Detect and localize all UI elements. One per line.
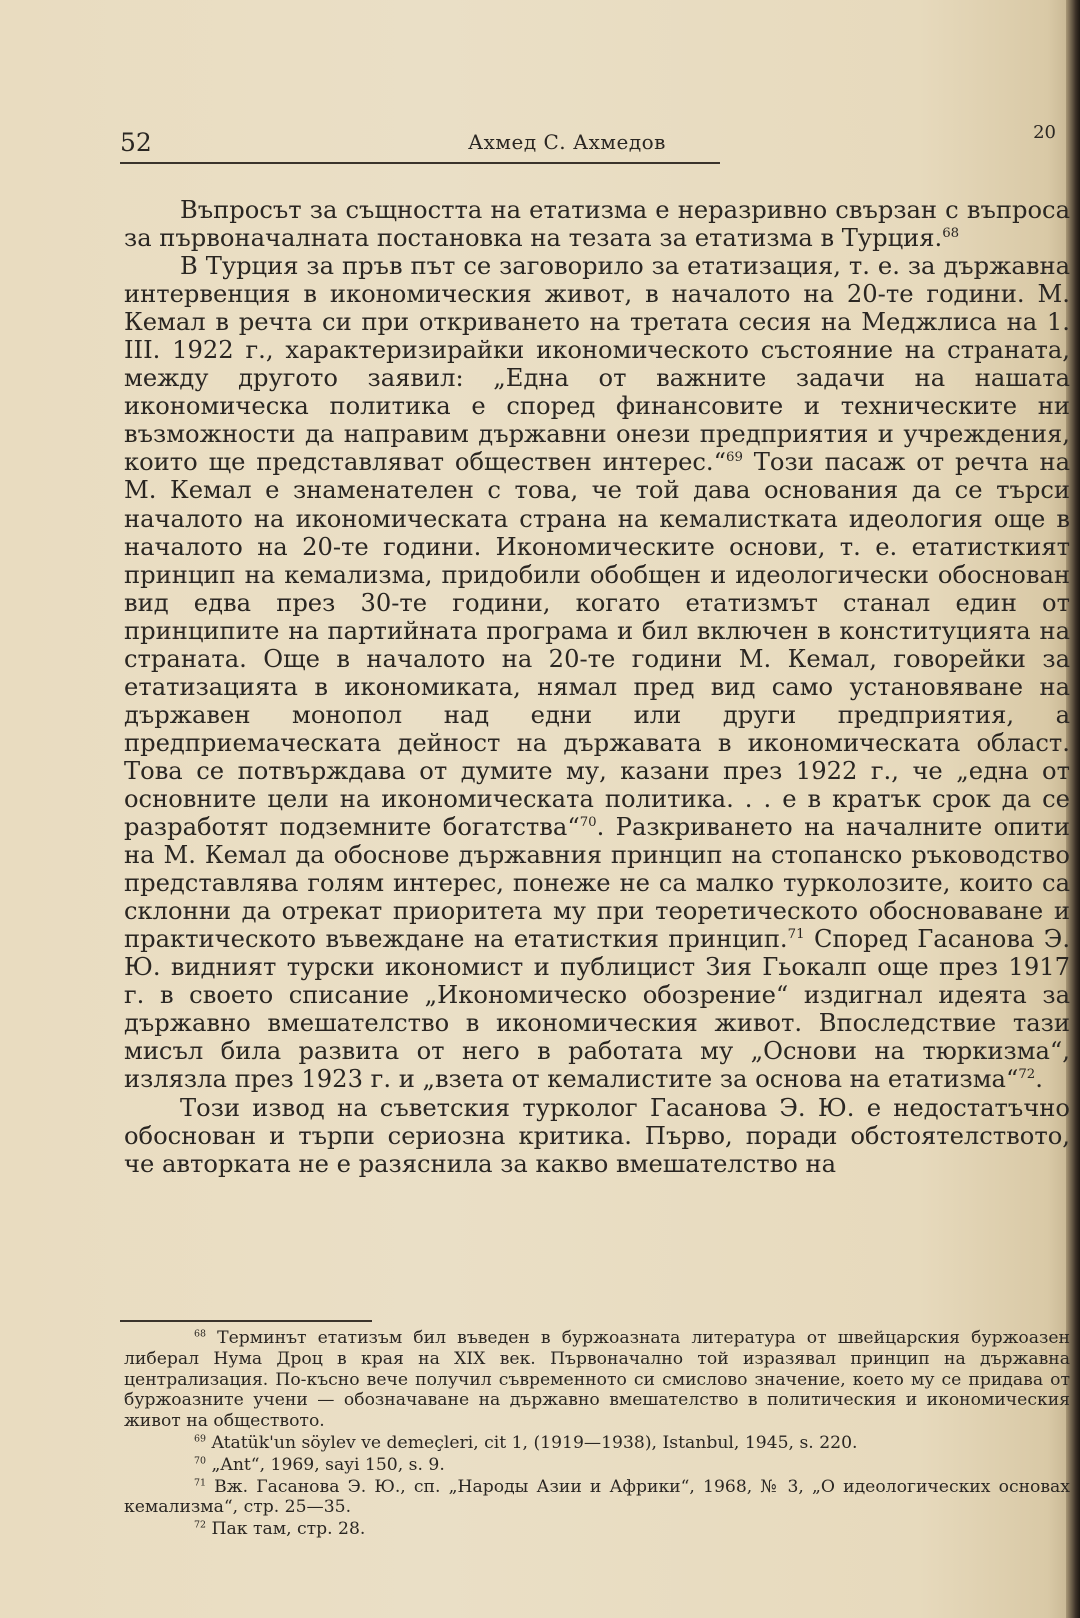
footnote-ref: 72 (1018, 1067, 1036, 1083)
running-head: Ахмед С. Ахмедов (468, 130, 666, 154)
page-header (120, 122, 1070, 162)
footnotes (124, 1328, 1070, 1541)
footnote-ref: 69 (726, 450, 743, 466)
footnote-71: $^{71}$ Вж. Гасанова Э. Ю., сп. „Народы Азии и Африки“, 1968, № 3, „О идеологических основах кемализма“, стр. 25—35. (124, 1476, 1070, 1518)
footnote-69: $^{69}$ Atatük'un söylev ve demeçleri, cit 1, (1919—1938), Istanbul, 1945, s. 220. (194, 1432, 858, 1453)
footnote-rule (120, 1320, 372, 1322)
paragraph-1: Въпросът за същността на етатизма е неразривно свързан с въпроса за първоначалната постановка на тезата за етатизма в Турция.$^{68}$ (124, 196, 1070, 253)
edge-page-number: 20 (1033, 122, 1056, 143)
paragraph-2: В Турция за пръв път се заговорило за етатизация, т. е. за държавна интервенция в икономическия живот, в началото на 20-те години. М. Кемал в речта си при откриването на третата сесия на Меджлиса на 1. III. 1922 г., характеризирайки икономическото състояние на страната, между другото заявил: „Една от важните задачи на нашата икономическа политика е според финансовите и техническите ни възможности да направим държавни онези предприятия и учреждения, които ще представляват обществен интерес.“$^{69}$ Този пасаж от речта на М. Кемал е знаменателен с това, че той дава основания да се търси началото на икономическата страна на кемалистката идеология още в началото на 20-те години. Икономическите основи, т. е. етатисткият принцип на кемализма, придобили обобщен и идеологически обоснован вид едва през 30-те години, когато етатизмът станал един от принципите на партийната програма и бил включен в конституцията на страната. Още в началото на 20-те години М. Кемал, говорейки за етатизацията в икономиката, нямал пред вид само установяване на държавен монопол над едни или други предприятия, а предприемаческата дейност на държавата в икономическата област. Това се потвърждава от думите му, казани през 1922 г., че „една от основните цели на икономическата политика. . . е в кратък срок да се разработят подземните богатства“$^{70}$. Разкриването на началните опити на М. Кемал да обоснове държавния принцип на стопанско ръководство представлява голям интерес, понеже не са малко турколозите, които са склонни да отрекат приоритета му при теоретическото обосноваване и практическото въвеждане на етатисткия принцип.$^{71}$ Според Гасанова Э. Ю. видният турски икономист и публицист Зия Гьокалп още през 1917 г. в своето списание „Икономическо обозрение“ издигнал идеята за държавно вмешателство в икономическия живот. Впоследствие тази мисъл била развита от него в работата му „Основи на тюркизма“, излязла през 1923 г. и „взета от кемалистите за основа на етатизма“$^{72}$. (124, 252, 1071, 1094)
footnote-ref: 70 (579, 814, 597, 830)
footnote-68: $^{68}$ Терминът етатизъм бил въведен в буржоазната литература от швейцарския буржоазен либерал Нума Дроц в края на XIX век. Първоначално той изразявал принцип на държавна централизация. По-късно вече получил съвременното си смислово значение, което му се придава от буржоазните учени — обозначаване на държавно вмешателство в политическия и икономическия живот на обществото. (124, 1328, 1070, 1432)
footnote-72: $^{72}$ Пак там, стр. 28. (194, 1519, 366, 1540)
header-rule (120, 162, 720, 164)
paragraph-3: Този извод на съветския турколог Гасанова Э. Ю. е недостатъчно обоснован и търпи сериозна критика. Първо, поради обстоятелството, че авторката не е разяснила за какво вмешателство на (124, 1093, 1070, 1178)
footnote-70: $^{70}$ „Ant“, 1969, sayi 150, s. 9. (194, 1454, 445, 1475)
main-text (124, 196, 1070, 1178)
footnote-ref: 68 (942, 225, 960, 241)
footnote-ref: 71 (787, 927, 805, 943)
page-number: 52 (120, 128, 152, 157)
